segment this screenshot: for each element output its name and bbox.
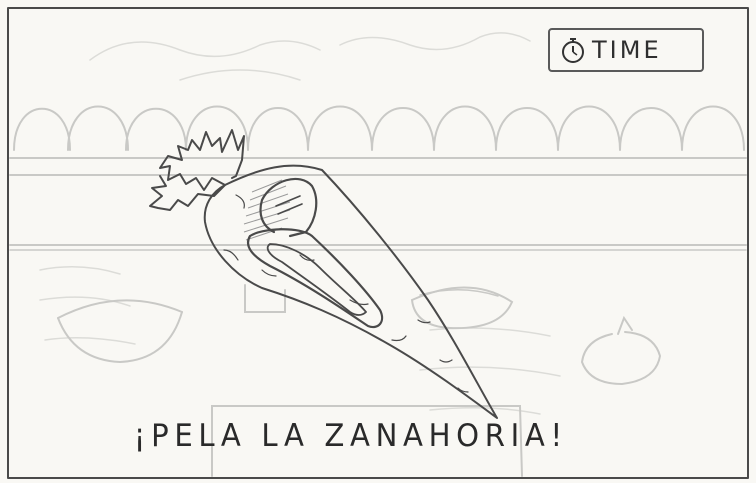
carrot[interactable] [150,130,497,418]
timer-label: TIME [592,36,662,64]
peeler-blade-frame [261,179,317,236]
kitchen-counter [10,158,746,250]
screen-frame [8,8,748,478]
peeler-handle-slot [268,244,366,315]
audience-crowd [14,107,744,151]
carrot-leaves [150,130,244,210]
onion [582,318,660,384]
timer-badge [548,28,704,72]
background-sketch [40,33,560,414]
bowl [58,300,182,362]
carrot-body [205,166,497,418]
instruction-text: ¡PELA LA ZANAHORIA! [133,418,568,454]
peeler-blade [276,196,302,214]
stopwatch-icon [560,35,586,65]
